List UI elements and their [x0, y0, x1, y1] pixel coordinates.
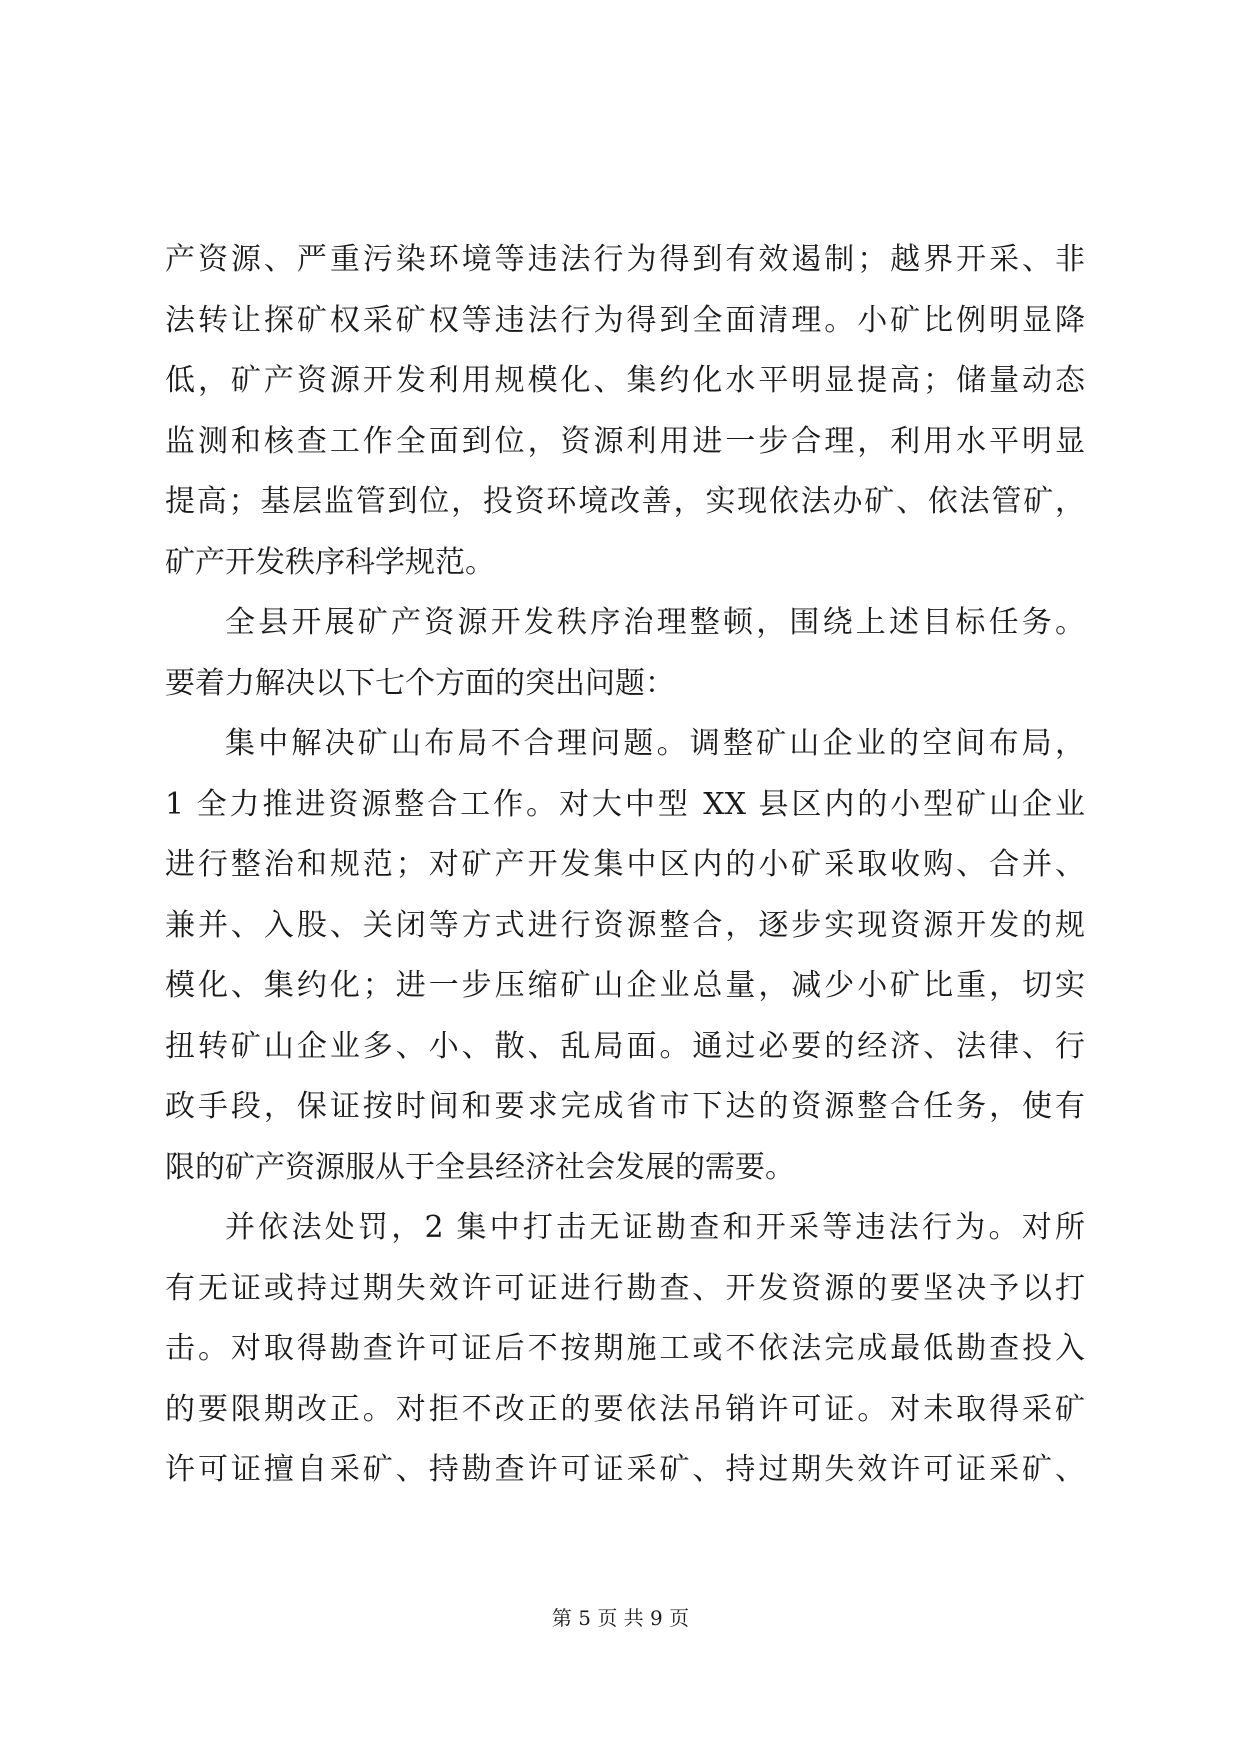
paragraph-line: 扭转矿山企业多、小、散、乱局面。通过必要的经济、法律、行 — [165, 1028, 1085, 1064]
paragraph-line: 兼并、入股、关闭等方式进行资源整合，逐步实现资源开发的规 — [165, 907, 1085, 943]
paragraph-line: 的要限期改正。对拒不改正的要依法吊销许可证。对未取得采矿 — [165, 1391, 1085, 1427]
paragraph-line: 低，矿产资源开发利用规模化、集约化水平明显提高；储量动态 — [165, 363, 1085, 398]
paragraph-line: 产资源、严重污染环境等违法行为得到有效遏制；越界开采、非 — [165, 242, 1085, 277]
paragraph-line: 模化、集约化；进一步压缩矿山企业总量，减少小矿比重，切实 — [165, 968, 1085, 1003]
paragraph-line: 许可证擅自采矿、持勘查许可证采矿、持过期失效许可证采矿、 — [165, 1452, 1085, 1487]
paragraph-line: 1 全力推进资源整合工作。对大中型 XX 县区内的小型矿山企业 — [165, 786, 1085, 822]
paragraph-line: 法转让探矿权采矿权等违法行为得到全面清理。小矿比例明显降 — [165, 302, 1085, 338]
paragraph-line: 要着力解决以下七个方面的突出问题： — [165, 665, 675, 701]
paragraph-line: 限的矿产资源服从于全县经济社会发展的需要。 — [165, 1149, 795, 1185]
page-footer: 第 5 页 共 9 页 — [551, 1606, 690, 1630]
paragraph-line: 提高；基层监管到位，投资环境改善，实现依法办矿、依法管矿， — [165, 484, 1085, 519]
paragraph-line: 政手段，保证按时间和要求完成省市下达的资源整合任务，使有 — [165, 1089, 1085, 1124]
paragraph-line: 并依法处罚，2 集中打击无证勘查和开采等违法行为。对所 — [225, 1210, 1085, 1245]
paragraph-line: 击。对取得勘查许可证后不按期施工或不依法完成最低勘查投入 — [165, 1331, 1085, 1366]
paragraph-line: 集中解决矿山布局不合理问题。调整矿山企业的空间布局， — [225, 726, 1085, 761]
paragraph-line: 监测和核查工作全面到位，资源利用进一步合理，利用水平明显 — [165, 423, 1085, 459]
paragraph-line: 进行整治和规范；对矿产开发集中区内的小矿采取收购、合并、 — [165, 847, 1085, 882]
paragraph-line: 矿产开发秩序科学规范。 — [165, 544, 495, 580]
document-body — [165, 230, 1085, 1501]
paragraph-line: 有无证或持过期失效许可证进行勘查、开发资源的要坚决予以打 — [165, 1270, 1085, 1306]
paragraph-line: 全县开展矿产资源开发秩序治理整顿，围绕上述目标任务。 — [225, 605, 1085, 640]
